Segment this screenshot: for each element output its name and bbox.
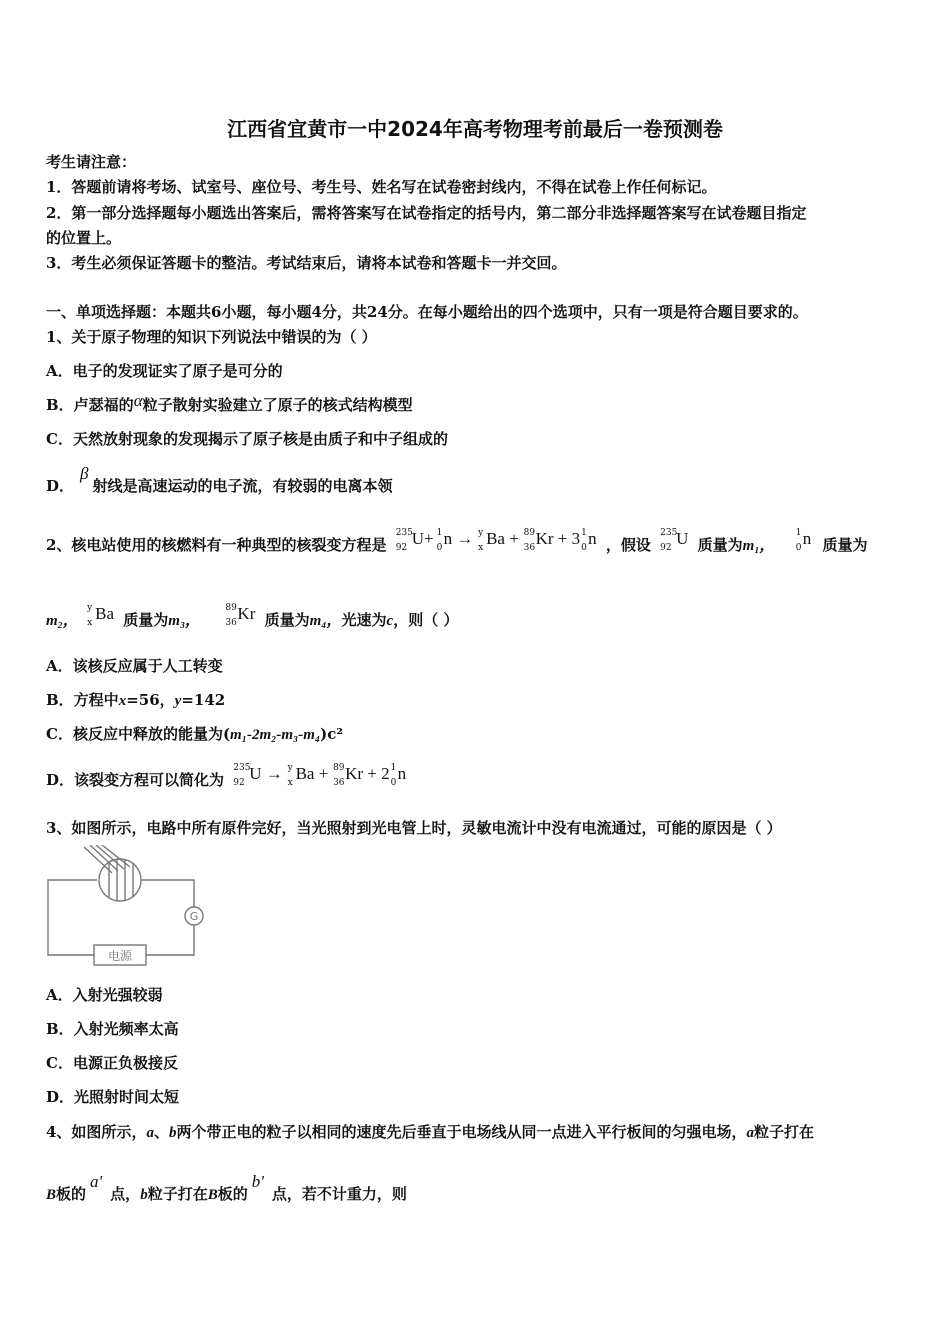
q3-option-b: B．入射光频率太高 bbox=[46, 1020, 179, 1038]
q4-l2-2: 点， bbox=[110, 1185, 141, 1203]
q1-d-pre: D． bbox=[46, 477, 75, 495]
galvanometer-label: G bbox=[189, 910, 199, 923]
q1-d-post: 射线是高速运动的电子流，有较弱的电离本领 bbox=[92, 477, 393, 495]
power-source-label: 电源 bbox=[107, 949, 133, 963]
point-b-prime: b' bbox=[251, 1172, 264, 1191]
q2-c-pre: C．核反应中释放的能量为( bbox=[46, 725, 231, 743]
particle-a: a bbox=[146, 1125, 154, 1141]
q2-b-pre: B．方程中 bbox=[46, 691, 119, 709]
q4-l2-1: 板的 bbox=[56, 1185, 87, 1203]
q2-option-d bbox=[46, 763, 407, 790]
page-title: 江西省宜黄市一中2024年高考物理考前最后一卷预测卷 bbox=[227, 117, 723, 141]
q4-l2-5: 点，若不计重力，则 bbox=[271, 1185, 407, 1203]
notice-item-1: 1．答题前请将考场、试室号、座位号、考生号、姓名写在试卷密封线内，不得在试卷上作任何标记。 bbox=[46, 178, 717, 196]
m4: m₄， bbox=[309, 613, 342, 629]
section-heading: 一、单项选择题：本题共6小题，每小题4分，共24分。在每小题给出的四个选项中，只有一项是符合题目要求的。 bbox=[46, 303, 808, 321]
q2-line2-mid1: 质量为 bbox=[123, 611, 169, 629]
q2-stem-mid3: 质量为 bbox=[822, 536, 868, 554]
q3-option-c: C．电源正负极接反 bbox=[46, 1054, 178, 1072]
q3-stem: 3、如图所示，电路中所有原件完好，当光照射到光电管上时，灵敏电流计中没有电流通过，可能的原因是（ ） bbox=[46, 819, 782, 837]
fission-equation: 235 92 U+ 1 0 n → y x Ba + 89 36 Kr + 3 1 0 n bbox=[395, 528, 597, 553]
q2-line2-end: ，则（ ） bbox=[393, 611, 459, 629]
plate-b: B bbox=[46, 1187, 57, 1203]
q2-stem-line2: m₂， y x Ba 质量为m₃， 89 36 Kr 质量为m₄，光速为c，则（ ） bbox=[46, 603, 459, 629]
q2-option-b bbox=[46, 690, 225, 711]
q4-sep: 、 bbox=[153, 1123, 169, 1141]
q4-stem-pre: 4、如图所示， bbox=[46, 1123, 147, 1141]
plate-b-2: B bbox=[207, 1187, 218, 1203]
q4-stem-mid: 两个带正电的粒子以相同的速度先后垂直于电场线从同一点进入平行板间的匀强电场， bbox=[176, 1123, 747, 1141]
q4-l2-3: 粒子打在 bbox=[147, 1185, 208, 1203]
q4-l2-4: 板的 bbox=[217, 1185, 248, 1203]
q2-stem: 2、核电站使用的核燃料有一种典型的核裂变方程是 235 92 U+ 1 0 n → y x Ba + 89 36 Kr + 3 1 0 n ，假设 235 92 U 质量为m₁， 1 0 n 质量为 bbox=[46, 528, 868, 554]
particle-b-2: b bbox=[140, 1187, 148, 1203]
particle-a-2: a bbox=[746, 1125, 754, 1141]
q1-option-a: A．电子的发现证实了原子是可分的 bbox=[46, 362, 283, 380]
notice-heading: 考生请注意： bbox=[46, 153, 137, 171]
q2-c-expr: m₁-2m₂-m₃-m₄ bbox=[230, 727, 321, 743]
alpha-symbol: α bbox=[133, 391, 143, 410]
q2-d-pre: D．该裂变方程可以简化为 bbox=[46, 771, 225, 789]
q2-line2-mid3: 光速为 bbox=[341, 611, 387, 629]
simplified-equation: 235 92 U → y x Ba + 89 36 Kr + 2 1 0 n bbox=[233, 763, 407, 788]
q1-option-b bbox=[46, 391, 413, 415]
m2: m₂， bbox=[46, 613, 78, 629]
q3-option-a: A．入射光强较弱 bbox=[46, 986, 163, 1004]
q2-stem-pre: 2、核电站使用的核燃料有一种典型的核裂变方程是 bbox=[46, 536, 387, 554]
q2-line2-mid2: 质量为 bbox=[264, 611, 310, 629]
q4-stem bbox=[46, 1122, 814, 1143]
q1-b-post: 粒子散射实验建立了原子的核式结构模型 bbox=[142, 396, 413, 414]
q1-b-pre: B．卢瑟福的 bbox=[46, 396, 134, 414]
m3: m₃， bbox=[168, 613, 201, 629]
q2-stem-mid1: ，假设 bbox=[605, 536, 651, 554]
q1-option-d bbox=[46, 464, 393, 496]
q3-option-d: D．光照射时间太短 bbox=[46, 1088, 180, 1106]
beta-symbol: β bbox=[80, 464, 89, 483]
var-x: x bbox=[118, 693, 127, 709]
var-y: y bbox=[174, 693, 182, 709]
notice-item-3: 3．考生必须保证答题卡的整洁。考试结束后，请将本试卷和答题卡一并交回。 bbox=[46, 254, 567, 272]
photocell-circuit-figure bbox=[42, 845, 212, 967]
q2-option-c bbox=[46, 724, 343, 745]
q4-stem-line2 bbox=[46, 1172, 407, 1205]
notice-item-2-cont: 的位置上。 bbox=[46, 229, 122, 247]
q2-b-end: =142 bbox=[181, 691, 226, 709]
q2-c-end: )c² bbox=[320, 725, 343, 743]
q4-stem-end: 粒子打在 bbox=[753, 1123, 814, 1141]
q2-option-a: A．该核反应属于人工转变 bbox=[46, 657, 223, 675]
q2-stem-mid2: 质量为 bbox=[697, 536, 743, 554]
particle-b: b bbox=[168, 1125, 177, 1141]
speed-of-light: c bbox=[386, 613, 394, 629]
point-a-prime: a' bbox=[90, 1172, 103, 1191]
q1-stem: 1、关于原子物理的知识下列说法中错误的为（ ） bbox=[46, 328, 377, 346]
q1-option-c: C．天然放射现象的发现揭示了原子核是由质子和中子组成的 bbox=[46, 430, 448, 448]
notice-item-2: 2．第一部分选择题每小题选出答案后，需将答案写在试卷指定的括号内，第二部分非选择题答案写在试卷题目指定 bbox=[46, 204, 807, 222]
m1: m₁， bbox=[742, 538, 775, 554]
q2-b-mid: =56， bbox=[126, 691, 175, 709]
